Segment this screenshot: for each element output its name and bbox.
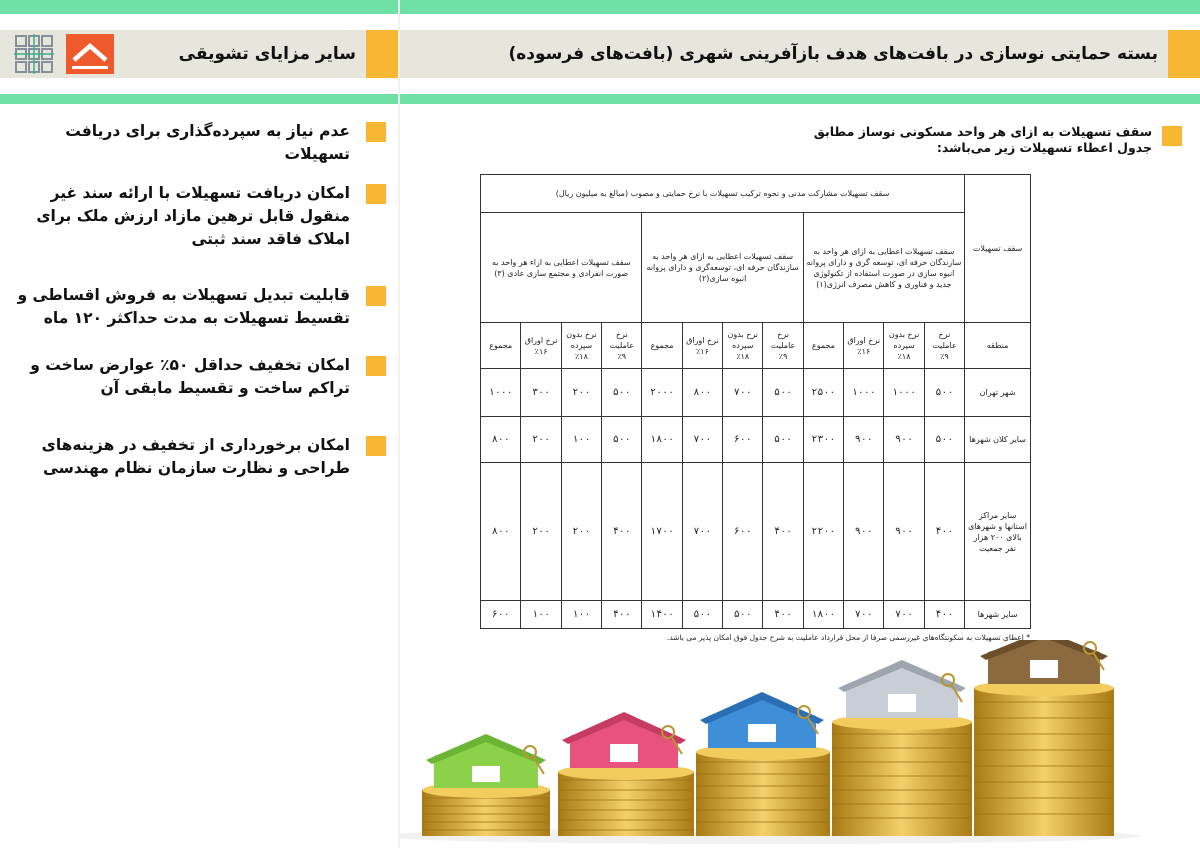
- value-cell: ۷۰۰: [884, 601, 924, 629]
- sub-header: مجموع: [642, 323, 682, 369]
- benefit-text: امکان برخورداری از تخفیف در هزینه‌های طراحی و نظارت سازمان نظام مهندسی: [41, 436, 350, 477]
- value-cell: ۶۰۰: [723, 463, 763, 601]
- value-cell: ۱۰۰: [561, 417, 601, 463]
- table-footnote: * اعطای تسهیلات به سکونتگاه‌های غیررسمی صرفا از محل قرارداد عاملیت به شرح جدول فوق امکان پذیر می باشد.: [666, 633, 1030, 642]
- group-header: سقف تسهیلات اعطایی به ازای هر واحد به سازندگان حرفه ای، توسعه گری و دارای پروانه انبوه سازی در صورت استفاده از تکنولوژی جدید و فناوری و کاهش مصرف انرژی(۱): [803, 213, 964, 323]
- value-cell: ۱۰۰: [561, 601, 601, 629]
- value-cell: ۴۰۰: [763, 601, 803, 629]
- value-cell: ۴۰۰: [924, 601, 964, 629]
- value-cell: ۵۰۰: [682, 601, 722, 629]
- top-stripe: [400, 0, 1200, 14]
- bullet-square: [366, 184, 386, 204]
- value-cell: ۵۰۰: [763, 417, 803, 463]
- header-cap: سقف تسهیلات: [965, 175, 1031, 323]
- silver-house-icon: [838, 660, 966, 718]
- sub-header: نرخ بدون سپرده ۱۸٪: [561, 323, 601, 369]
- bullet-square: [366, 122, 386, 142]
- value-cell: ۲۰۰: [561, 463, 601, 601]
- benefit-text: امکان تخفیف حداقل ۵۰٪ عوارض ساخت و تراکم ساخت و تقسیط مابقی آن: [30, 356, 350, 397]
- sub-header: نرخ عاملیت ۹٪: [763, 323, 803, 369]
- value-cell: ۴۰۰: [924, 463, 964, 601]
- value-cell: ۱۴۰۰: [642, 601, 682, 629]
- sub-header: مجموع: [481, 323, 521, 369]
- intro: [782, 124, 1182, 156]
- value-cell: ۲۳۰۰: [803, 417, 843, 463]
- value-cell: ۱۷۰۰: [642, 463, 682, 601]
- bottom-stripe: [400, 94, 1200, 104]
- pink-house-icon: [562, 712, 686, 768]
- coin-stack-5: [974, 680, 1114, 836]
- intro-line-1: سقف تسهیلات به ازای هر واحد مسکونی نوساز مطابق: [813, 124, 1152, 139]
- header-region: منطقه: [965, 323, 1031, 369]
- region-cell: سایر کلان شهرها: [965, 417, 1031, 463]
- sub-header: نرخ عاملیت ۹٪: [602, 323, 642, 369]
- value-cell: ۸۰۰: [481, 417, 521, 463]
- value-cell: ۱۸۰۰: [642, 417, 682, 463]
- region-cell: شهر تهران: [965, 369, 1031, 417]
- value-cell: ۹۰۰: [844, 463, 884, 601]
- benefit-item: [14, 182, 386, 251]
- value-cell: ۴۰۰: [602, 463, 642, 601]
- title-accent: [366, 30, 398, 78]
- value-cell: ۷۰۰: [682, 417, 722, 463]
- title-accent: [1168, 30, 1200, 78]
- value-cell: ۵۰۰: [723, 601, 763, 629]
- houses-on-coin-stacks-illustration: [400, 640, 1200, 848]
- value-cell: ۹۰۰: [884, 417, 924, 463]
- bronze-house-icon: [980, 640, 1108, 684]
- value-cell: ۵۰۰: [924, 417, 964, 463]
- value-cell: ۶۰۰: [481, 601, 521, 629]
- region-cell: سایر شهرها: [965, 601, 1031, 629]
- sub-header: نرخ اوراق ۱۶٪: [844, 323, 884, 369]
- value-cell: ۵۰۰: [763, 369, 803, 417]
- value-cell: ۸۰۰: [481, 463, 521, 601]
- blue-house-icon: [700, 692, 824, 748]
- value-cell: ۷۰۰: [844, 601, 884, 629]
- value-cell: ۱۰۰۰: [844, 369, 884, 417]
- coin-stack-1: [422, 782, 550, 836]
- right-panel: [400, 0, 1200, 848]
- value-cell: ۱۰۰۰: [884, 369, 924, 417]
- value-cell: ۵۰۰: [602, 369, 642, 417]
- value-cell: ۲۰۰: [521, 463, 561, 601]
- lattice-logo-icon: [14, 34, 54, 74]
- sub-header: نرخ اوراق ۱۶٪: [682, 323, 722, 369]
- benefit-item: [14, 354, 386, 400]
- coin-stack-4: [832, 714, 972, 836]
- value-cell: ۵۰۰: [602, 417, 642, 463]
- value-cell: ۱۸۰۰: [803, 601, 843, 629]
- sub-header: نرخ عاملیت ۹٪: [924, 323, 964, 369]
- value-cell: ۷۰۰: [723, 369, 763, 417]
- value-cell: ۲۰۰: [521, 417, 561, 463]
- value-cell: ۳۰۰: [521, 369, 561, 417]
- left-panel: [0, 0, 398, 848]
- table-top-header: سقف تسهیلات مشارکت مدنی و نحوه ترکیب تسهیلات با نرخ حمایتی و مصوب (مبالغ به میلیون ریال): [481, 175, 965, 213]
- value-cell: ۹۰۰: [884, 463, 924, 601]
- left-title: سایر مزایای تشویقی: [178, 44, 356, 64]
- region-cell: سایر مراکز استانها و شهرهای بالای ۲۰۰ هزار نفر جمعیت: [965, 463, 1031, 601]
- bullet-square: [366, 436, 386, 456]
- bullet-square: [366, 286, 386, 306]
- value-cell: ۲۰۰: [561, 369, 601, 417]
- sub-header: نرخ بدون سپرده ۱۸٪: [723, 323, 763, 369]
- benefit-item: [14, 434, 386, 480]
- value-cell: ۲۵۰۰: [803, 369, 843, 417]
- coin-stack-3: [696, 744, 830, 836]
- bullet-square: [1162, 126, 1182, 146]
- group-header: سقف تسهیلات اعطایی به ازاء هر واحد به صورت انفرادی و مجتمع سازی عادی (۳): [481, 213, 642, 323]
- value-cell: ۶۰۰: [723, 417, 763, 463]
- value-cell: ۷۰۰: [682, 463, 722, 601]
- sub-header: نرخ اوراق ۱۶٪: [521, 323, 561, 369]
- benefit-item: [14, 120, 386, 166]
- value-cell: ۱۰۰: [521, 601, 561, 629]
- value-cell: ۴۰۰: [763, 463, 803, 601]
- value-cell: ۲۲۰۰: [803, 463, 843, 601]
- value-cell: ۵۰۰: [924, 369, 964, 417]
- right-title: بسته حمایتی نوسازی در بافت‌های هدف بازآفرینی شهری (بافت‌های فرسوده): [508, 44, 1158, 64]
- value-cell: ۹۰۰: [844, 417, 884, 463]
- intro-line-2: جدول اعطاء تسهیلات زیر می‌باشد:: [936, 140, 1152, 155]
- value-cell: ۲۰۰۰: [642, 369, 682, 417]
- benefit-text: عدم نیاز به سپرده‌گذاری برای دریافت تسهیلات: [65, 122, 350, 163]
- value-cell: ۴۰۰: [602, 601, 642, 629]
- sub-header: نرخ بدون سپرده ۱۸٪: [884, 323, 924, 369]
- table-row: [481, 417, 1031, 463]
- benefit-text: قابلیت تبدیل تسهیلات به فروش اقساطی و تقسیط تسهیلات به مدت حداکثر ۱۲۰ ماه: [17, 286, 350, 327]
- group-header: سقف تسهیلات اعطایی به ازای هر واحد به سازندگان حرفه ای، توسعه‌گری و دارای پروانه انبوه سازی(۲): [642, 213, 803, 323]
- house-roof-logo-icon: [66, 34, 114, 74]
- table-row: [481, 463, 1031, 601]
- facilities-table: [480, 174, 1031, 629]
- value-cell: ۱۰۰۰: [481, 369, 521, 417]
- bullet-square: [366, 356, 386, 376]
- coin-stack-2: [558, 764, 694, 836]
- table-row: [481, 601, 1031, 629]
- top-stripe: [0, 0, 398, 14]
- benefit-item: [14, 284, 386, 330]
- green-house-icon: [426, 734, 546, 788]
- sub-header: مجموع: [803, 323, 843, 369]
- bottom-stripe: [0, 94, 398, 104]
- table-row: [481, 369, 1031, 417]
- value-cell: ۸۰۰: [682, 369, 722, 417]
- benefit-text: امکان دریافت تسهیلات با ارائه سند غیر منقول قابل ترهین مازاد ارزش ملک برای املاک فاقد سند ثبتی: [36, 184, 350, 248]
